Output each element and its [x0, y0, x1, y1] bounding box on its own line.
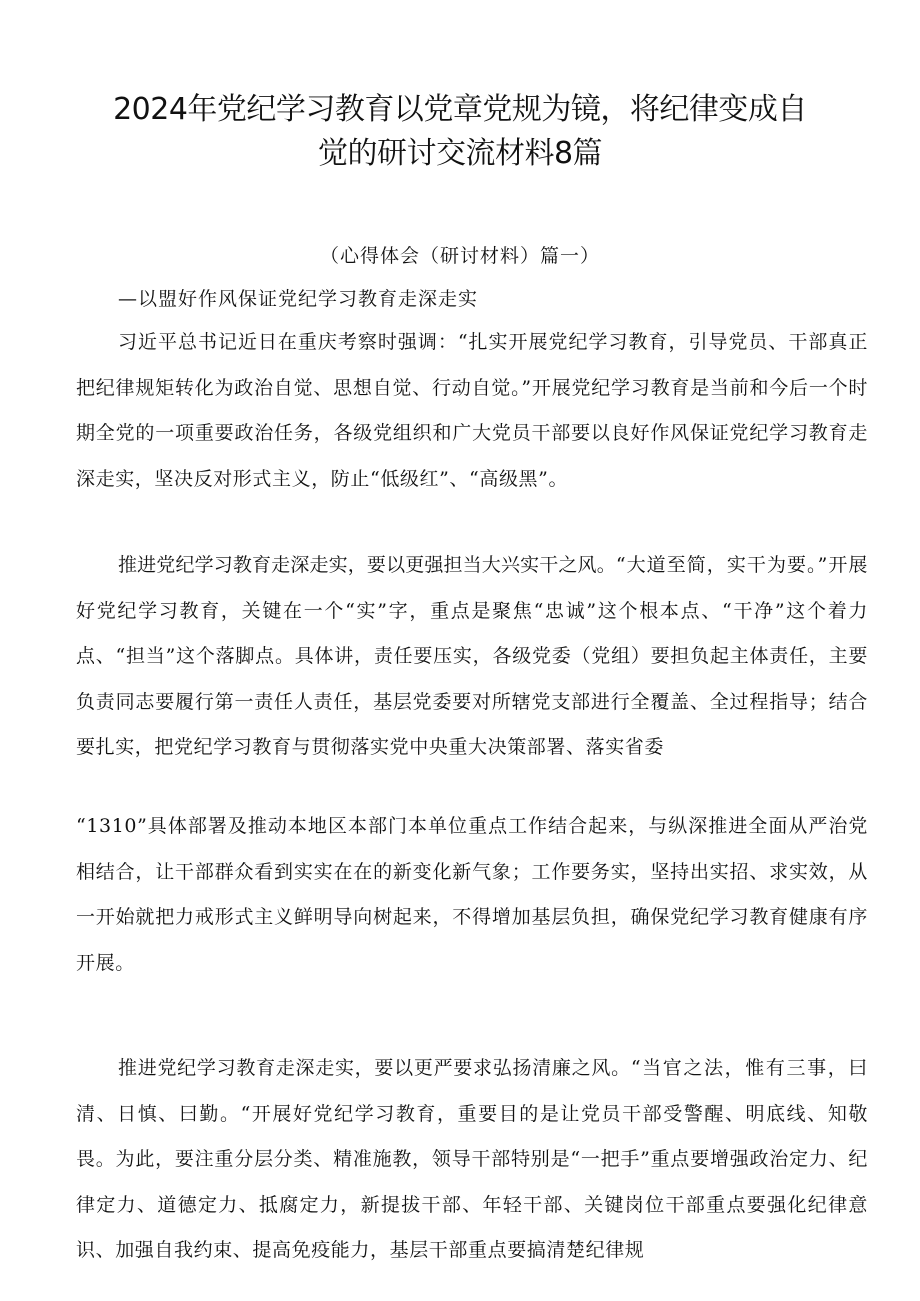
section-subheading: （心得体会（研讨材料）篇一） [319, 245, 600, 267]
title-line-1: 2024年党纪学习教育以党章党规为镜，将纪律变成自 [113, 92, 807, 127]
section-theme: —以盟好作风保证党纪学习教育走深走实 [118, 288, 479, 310]
document-title [80, 88, 840, 176]
body-paragraph-3 [76, 804, 868, 986]
paragraph-text: 习近平总书记近日在重庆考察时强调：“扎实开展党纪学习教育，引导党员、干部真正把纪律规矩转化为政治自觉、思想自觉、行动自觉。”开展党纪学习教育是当前和今后一个时期全党的一项重要政治任务，各级党组织和广大党员干部要以良好作风保证党纪学习教育走深走实，坚决反对形式主义，防止“低级红”、“高级黑”。 [76, 331, 868, 490]
body-paragraph-1 [76, 320, 868, 502]
paragraph-text: “大道至简，实干为要。”开展好党纪学习教育，关键在一个“实”字，重点是聚焦“忠诚”这个根本点、“干净”这个着力点、“担当”这个落脚点。具体讲，责任要压实，各级党委（党组）要担负起主体责任，主要负责同志要履行第一责任人责任，基层党委要对所辖党支部进行全覆盖、全过程指导；结合要扎实，把党纪学习教育与贯彻落实党中央重大决策部署、落实省委 [76, 554, 869, 758]
body-paragraph-2 [76, 543, 868, 771]
paragraph-lead: 推进党纪学习教育走深走实，要以更严要求弘扬清廉之风。 [118, 1057, 631, 1079]
body-paragraph-4 [76, 1046, 868, 1274]
paragraph-text: “当官之法，惟有三事，曰清、日慎、曰勤。“开展好党纪学习教育，重要目的是让党员干部受警醒、明底线、知敬畏。为此，要注重分层分类、精准施教，领导干部特别是“一把手”重点要增强政治定力、纪律定力、道德定力、抵腐定力，新提拔干部、年轻干部、关键岗位干部重点要强化纪律意识、加强自我约束、提高免疫能力，基层干部重点要搞清楚纪律规 [76, 1057, 869, 1261]
paragraph-text: “1310”具体部署及推动本地区本部门本单位重点工作结合起来，与纵深推进全面从严治党相结合，让干部群众看到实实在在的新变化新气象；工作要务实，坚持出实招、求实效，从一开始就把力戒形式主义鲜明导向树起来，不得增加基层负担，确保党纪学习教育健康有序开展。 [76, 815, 868, 974]
paragraph-lead: 推进党纪学习教育走深走实，要以更强担当大兴实干之风。 [118, 554, 616, 576]
title-line-2: 觉的研讨交流材料8篇 [317, 136, 603, 171]
